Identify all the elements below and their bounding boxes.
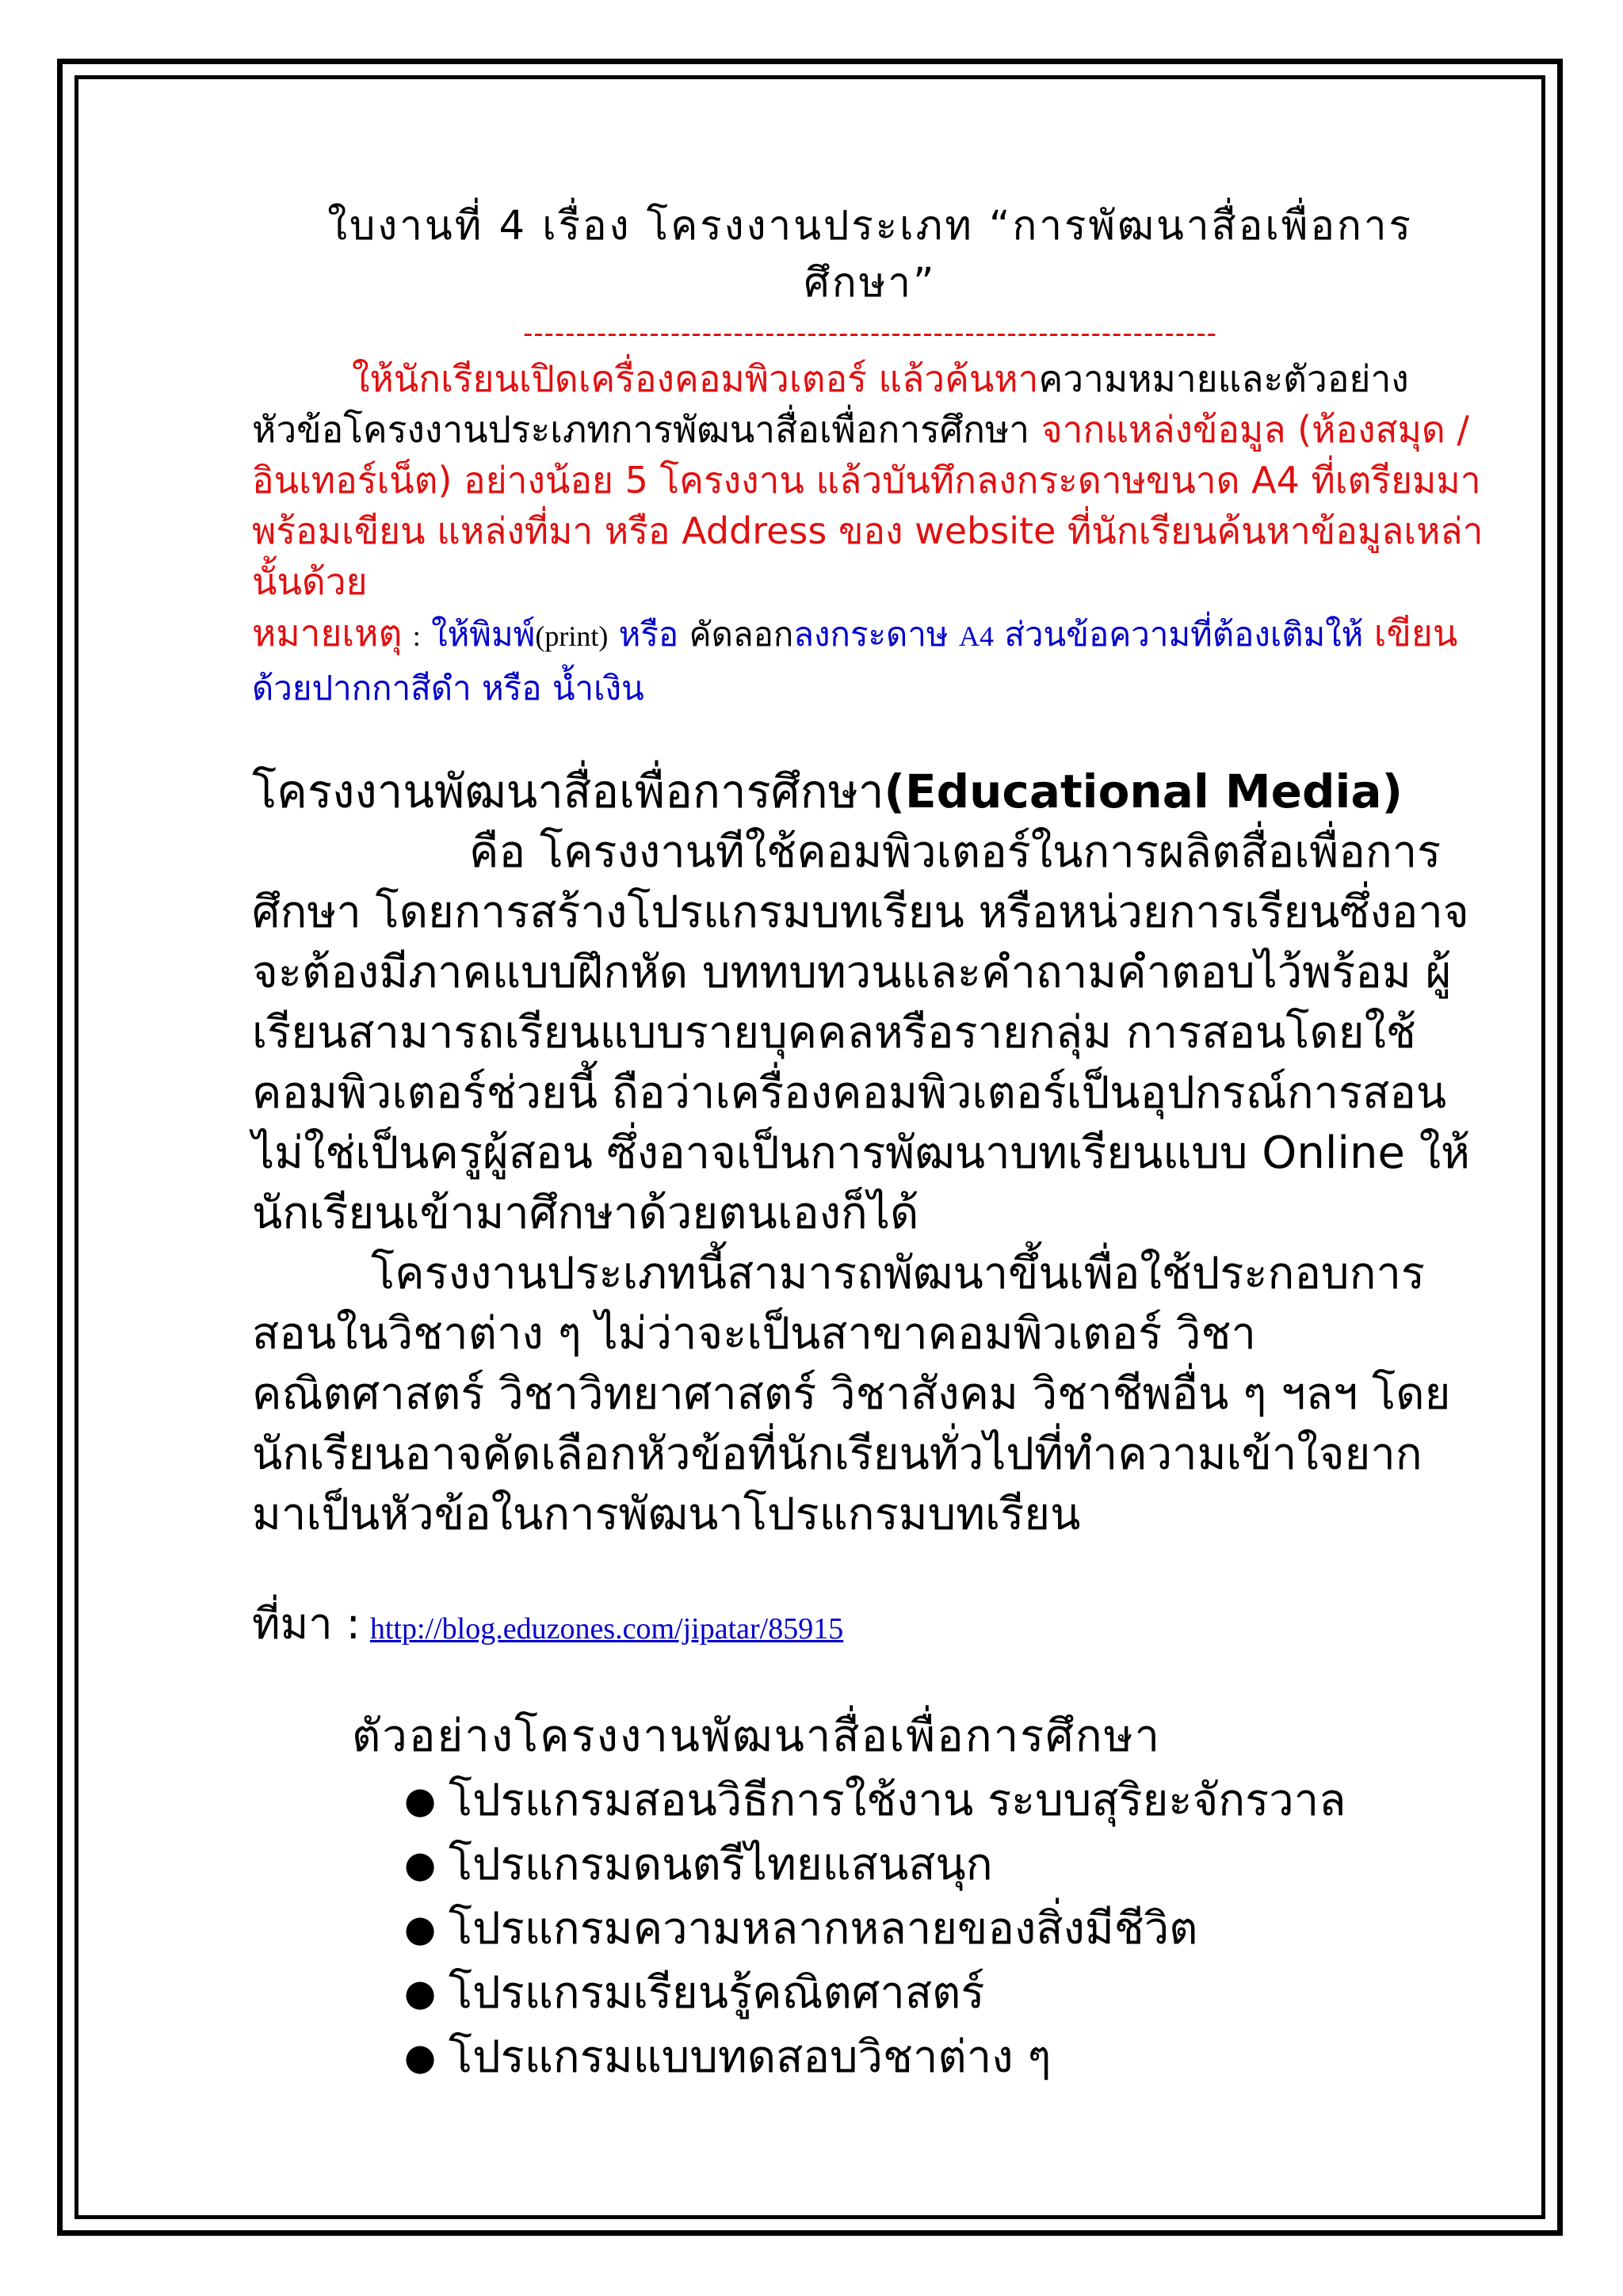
instructions-red-part2: จากแหล่งข้อมูล (ห้องสมุด / อินเทอร์เน็ต) อย่างน้อย 5 โครงงาน แล้วบันทึกลงกระดาษขนาด A4 ที่เตรียมมาพร้อมเขียน แหล่งที่มา หรือ Address ของ website ที่นักเรียนค้นหาข้อมูลเหล่านั้นด้วย bbox=[252, 408, 1484, 603]
section-heading-en: (Educational Media) bbox=[884, 765, 1403, 818]
note-text-4: คัดลอก bbox=[689, 615, 794, 654]
note-text-9: ด้วยปากกาสีดำ หรือ น้ำเงิน bbox=[252, 669, 644, 707]
note-text-3: หรือ bbox=[618, 615, 679, 654]
examples-list bbox=[252, 1768, 1488, 2089]
note bbox=[252, 607, 1488, 715]
bullet-icon: ● bbox=[404, 1907, 437, 1950]
bullet-icon: ● bbox=[404, 1971, 437, 2014]
note-text-2: (print) bbox=[535, 620, 609, 652]
usage-paragraph bbox=[252, 1244, 1488, 1545]
note-label: หมายเหตุ bbox=[252, 612, 403, 654]
list-item: ● โปรแกรมเรียนรู้คณิตศาสตร์ bbox=[404, 1961, 1488, 2025]
section-heading-thai: โครงงานพัฒนาสื่อเพื่อการศึกษา bbox=[252, 765, 884, 818]
list-item: ● โปรแกรมความหลากหลายของสิ่งมีชีวิต bbox=[404, 1897, 1488, 1961]
source-line bbox=[252, 1594, 1488, 1659]
usage-text: โครงงานประเภทนี้สามารถพัฒนาขึ้นเพื่อใช้ประกอบการสอนในวิชาต่าง ๆ ไม่ว่าจะเป็นสาขาคอมพิวเตอร์ วิชาคณิตศาสตร์ วิชาวิทยาศาสตร์ วิชาสังคม วิชาชีพอื่น ๆ ฯลฯ โดยนักเรียนอาจคัดเลือกหัวข้อที่นักเรียนทั่วไปที่ทำความเข้าใจยาก มาเป็นหัวข้อในการพัฒนาโปรแกรมบทเรียน bbox=[252, 1248, 1451, 1540]
list-item: ● โปรแกรมแบบทดสอบวิชาต่าง ๆ bbox=[404, 2025, 1488, 2089]
bullet-icon: ● bbox=[404, 1779, 437, 1821]
instructions-black-part: ความหมายและตัวอย่างหัวข้อโครงงานประเภทการพัฒนาสื่อเพื่อการศึกษา bbox=[252, 357, 1409, 451]
document-content bbox=[252, 198, 1488, 2089]
list-item: ● โปรแกรมดนตรีไทยแสนสนุก bbox=[404, 1833, 1488, 1897]
worksheet-title-line1: ใบงานที่ 4 เรื่อง โครงงานประเภท “การพัฒนาสื่อเพื่อการ bbox=[327, 203, 1413, 250]
separator-line: ------------------------------------------------------------------ bbox=[523, 318, 1217, 349]
instructions-red-part1: ให้นักเรียนเปิดเครื่องคอมพิวเตอร์ แล้วค้นหา bbox=[352, 357, 1039, 400]
definition-paragraph bbox=[252, 822, 1488, 1244]
section-heading bbox=[252, 761, 1488, 822]
examples-title: ตัวอย่างโครงงานพัฒนาสื่อเพื่อการศึกษา bbox=[352, 1711, 1162, 1762]
source-label: ที่มา : bbox=[252, 1599, 361, 1649]
list-item: ● โปรแกรมสอนวิธีการใช้งาน ระบบสุริยะจักรวาล bbox=[404, 1768, 1488, 1833]
note-text-1: ให้พิมพ์ bbox=[431, 615, 536, 654]
definition-text: คือ โครงงานทีใช้คอมพิวเตอร์ในการผลิตสื่อเพื่อการศึกษา โดยการสร้างโปรแกรมบทเรียน หรือหน่วยการเรียนซึ่งอาจจะต้องมีภาคแบบฝึกหัด บททบทวนและคำถามคำตอบไว้พร้อม ผู้เรียนสามารถเรียนแบบรายบุคคลหรือรายกลุ่ม การสอนโดยใช้คอมพิวเตอร์ช่วยนี้ ถือว่าเครื่องคอมพิวเตอร์เป็นอุปกรณ์การสอน ไม่ใช่เป็นครูผู้สอน ซึ่งอาจเป็นการพัฒนาบทเรียนแบบ Online ให้นักเรียนเข้ามาศึกษาด้วยตนเองก็ได้ bbox=[252, 826, 1470, 1239]
worksheet-title bbox=[252, 198, 1488, 312]
bullet-icon: ● bbox=[404, 2035, 437, 2078]
note-text-7: ส่วนข้อความที่ต้องเติมให้ bbox=[1004, 615, 1364, 654]
note-text-6: A4 bbox=[958, 620, 994, 652]
instructions bbox=[252, 353, 1488, 607]
bullet-icon: ● bbox=[404, 1843, 437, 1886]
source-link[interactable]: http://blog.eduzones.com/jipatar/85915 bbox=[369, 1612, 844, 1646]
note-colon: : bbox=[412, 620, 421, 652]
worksheet-title-line2: ศึกษา” bbox=[804, 260, 937, 307]
note-text-5: ลงกระดาษ bbox=[793, 615, 949, 654]
note-text-8: เขียน bbox=[1373, 612, 1458, 654]
